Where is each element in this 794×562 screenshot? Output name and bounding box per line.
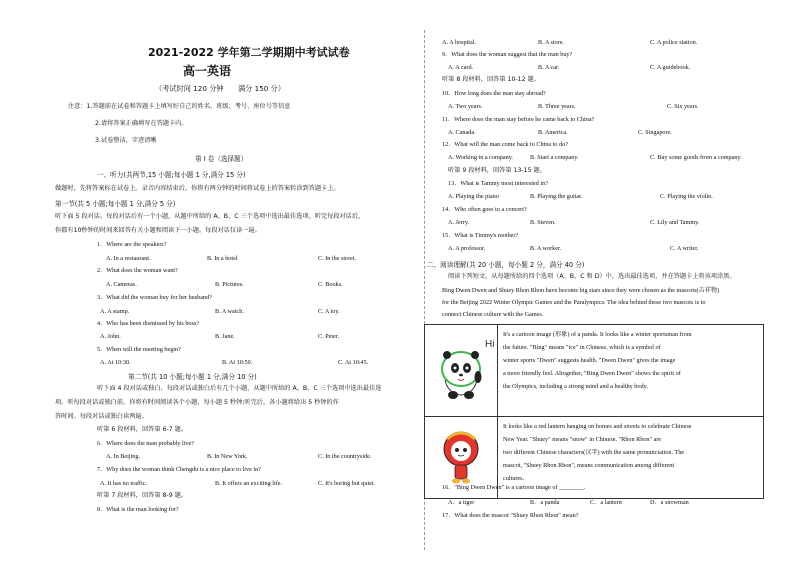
q7-option-b[interactable]: B. It offers an exciting life.: [215, 480, 283, 487]
q5-option-a[interactable]: A. At 10:30.: [100, 359, 131, 366]
section-1-intro-1: 听下面 5 段对话。每段对话后有一个小题，从题中所给的 A、B、C 三个选项中选出最佳选项。听完每段对话后，: [55, 213, 365, 220]
q4-option-a[interactable]: A. John.: [100, 333, 121, 340]
listening-heading: 一、听力(共两节,15 小题;每小题 1 分,满分 15 分): [97, 171, 246, 179]
q8-option-a[interactable]: A. A hospital.: [442, 39, 477, 46]
q4-option-c[interactable]: C. Peter.: [318, 333, 340, 340]
reading-intro: 阅读下列短文，从每题所给的四个选项（A、B、C 和 D）中，选出最佳选项，并在答题卡上将该项涂黑。: [448, 273, 736, 280]
box2-line-5: cultures.: [503, 475, 525, 482]
q9-option-c[interactable]: C. A guidebook.: [650, 64, 691, 71]
section-2-intro-2: 项。听每段对话或独白前，你将有时间阅读各个小题，每小题 5 秒钟;听完后，各小题将给出 5 秒钟的作: [55, 399, 339, 406]
reading-heading: 二、阅读理解(共 20 小题，每小题 2 分，满分 40 分): [427, 261, 585, 269]
question-6: 6．Where does the man probably live?: [97, 440, 195, 447]
q11-option-c[interactable]: C. Singapore.: [638, 129, 672, 136]
q6-option-b[interactable]: B. In New York.: [207, 453, 248, 460]
subject-title: 高一英语: [183, 64, 232, 78]
material-9-note: 听第 9 段材料，回答第 13-15 题。: [448, 167, 546, 174]
question-15: 15．What is Timmy's mother?: [442, 232, 519, 239]
note-1: 注意：1.答题前在试卷和答题卡上填写好自己的姓名、班级、考号、座位号等信息: [68, 103, 291, 110]
question-14: 14．Who often goes to a concert?: [442, 206, 527, 213]
question-10: 10．How long does the man stay abroad?: [442, 90, 546, 97]
q12-option-c[interactable]: C. Buy some goods from a company.: [650, 154, 742, 161]
q7-option-a[interactable]: A. It has no traffic.: [100, 480, 147, 487]
box1-line-4: a more friendly feel. Altogether, "Bing Dwen Dwen" shows the spirit of: [503, 370, 681, 377]
q14-option-c[interactable]: C. Lily and Tammy.: [650, 219, 700, 226]
shuey-rhon-rhon-image: [425, 417, 497, 493]
section-1-title: 第一节(共 5 小题;每小题 1 分,满分 5 分): [55, 200, 176, 208]
q1-option-c[interactable]: C. In the street.: [318, 255, 356, 262]
question-16: 16．"Bing Dwen Dwen" is a cartoon image of ________.: [442, 484, 586, 491]
question-3: 3．What did the woman buy for her husband?: [97, 294, 212, 301]
panda-image-cell: [425, 325, 498, 417]
box2-line-4: mascot, "Shuey Rhon Rhon", means communication among different: [503, 462, 675, 469]
question-7: 7．Why does the woman think Chengdu is a nice place to live in?: [97, 466, 261, 473]
question-4: 4．Who has been dismissed by his boss?: [97, 320, 200, 327]
hi-label: Hi: [485, 339, 495, 350]
q5-option-b[interactable]: B. At 10:50.: [222, 359, 253, 366]
material-8-note: 听第 8 段材料，回答第 10-12 题。: [442, 76, 540, 83]
q15-option-b[interactable]: B. A worker.: [530, 245, 562, 252]
section-2-intro-3: 答时间。每段对话或独白读两遍。: [55, 413, 148, 420]
question-12: 12．What will the man come back to China to do?: [442, 141, 568, 148]
q11-option-a[interactable]: A. Canada.: [448, 129, 476, 136]
q3-option-c[interactable]: C. A toy.: [318, 308, 340, 315]
question-8: 8．What is the man looking for?: [97, 506, 179, 513]
q16-option-a[interactable]: A．a tiger: [448, 499, 475, 506]
section-1-intro-2: 你都有10秒钟的时间来回答有关小题和阅读下一小题。每段对话仅读一遍。: [55, 227, 261, 234]
q12-option-b[interactable]: B. Start a company.: [530, 154, 579, 161]
q10-option-a[interactable]: A. Two years.: [448, 103, 483, 110]
q2-option-c[interactable]: C. Books.: [318, 281, 343, 288]
q1-option-b[interactable]: B. In a hotel: [207, 255, 238, 262]
q13-option-a[interactable]: A. Playing the piano: [448, 193, 499, 200]
passage-line-2: for the Beijing 2022 Winter Olympic Games and the Paralympics. The idea behind these two mascots is to: [442, 299, 706, 306]
q15-option-a[interactable]: A. A professor.: [448, 245, 486, 252]
box1-line-2: the future. "Bing" means "ice" in Chinese, which is a symbol of: [503, 344, 661, 351]
box2-line-2: New Year. "Shuey" means "snow" in Chinese. "Rhon Rhon" are: [503, 436, 662, 443]
q9-option-b[interactable]: B. A car.: [538, 64, 560, 71]
passage-line-1: Bing Dwen Dwen and Shuey Rhon Rhon have become big stars since they were chosen as the mascots(吉祥物): [442, 287, 720, 294]
q10-option-c[interactable]: C. Six years.: [667, 103, 699, 110]
bing-dwen-dwen-description: [498, 325, 764, 417]
q8-option-c[interactable]: C. A police station.: [650, 39, 698, 46]
section-2-title: 第二节(共 10 小题;每小题 1 分,满分 10 分): [128, 373, 257, 381]
q4-option-b[interactable]: B. Jane.: [215, 333, 235, 340]
q1-option-a[interactable]: A. In a restaurant.: [106, 255, 151, 262]
q2-option-b[interactable]: B. Pictures.: [215, 281, 244, 288]
bing-dwen-dwen-image: [425, 325, 497, 411]
box2-line-1: It looks like a red lantern hanging on homes and streets to celebrate Chinese: [503, 423, 692, 430]
q15-option-c[interactable]: C. A writer.: [670, 245, 699, 252]
box2-line-3: two different Chinese characters(汉字) with the same pronunciation. The: [503, 449, 685, 456]
exam-info: （考试时间 120 分钟 满分 150 分）: [155, 84, 286, 93]
question-2: 2．What does the woman want?: [97, 267, 178, 274]
q9-option-a[interactable]: A. A card.: [448, 64, 474, 71]
q16-option-c[interactable]: C．a lantern: [590, 499, 622, 506]
question-17: 17．What does the mascot "Shuey Rhon Rhon" mean?: [442, 512, 579, 519]
material-7-note: 听第 7 段材料，回答第 8-9 题。: [97, 492, 187, 499]
exam-title: 2021-2022 学年第二学期期中考试试卷: [148, 46, 350, 59]
box1-line-5: the Olympics, including a strong mind and a healthy body.: [503, 383, 648, 390]
q5-option-c[interactable]: C. At 10:45.: [338, 359, 369, 366]
q6-option-c[interactable]: C. In the countryside.: [318, 453, 372, 460]
listening-intro: 做题时，先将答案标在试卷上。录音内容结束后，你将有两分钟的时间将试卷上的答案转涂到答题卡上。: [55, 185, 340, 192]
q14-option-a[interactable]: A. Jerry.: [448, 219, 470, 226]
mascot-table: [424, 324, 764, 499]
q11-option-b[interactable]: B. America.: [538, 129, 568, 136]
q3-option-b[interactable]: B. A watch.: [215, 308, 244, 315]
question-5: 5．When will the meeting begin?: [97, 346, 181, 353]
question-13: 13．What is Tammy most interested in?: [448, 180, 548, 187]
q13-option-b[interactable]: B. Playing the guitar.: [530, 193, 583, 200]
q12-option-a[interactable]: A. Working in a company.: [448, 154, 513, 161]
q16-option-b[interactable]: B．a panda: [530, 499, 560, 506]
question-1: 1．Where are the speakers?: [97, 241, 167, 248]
material-6-note: 听第 6 段材料，回答第 6-7 题。: [97, 426, 187, 433]
box1-line-1: It's a cartoon image (形象) of a panda. It looks like a winter sportsman from: [503, 331, 692, 338]
q16-option-d[interactable]: D．a snowman: [650, 499, 689, 506]
question-9: 9．What does the woman suggest that the man buy?: [442, 51, 573, 58]
passage-line-3: connect Chinese culture with the Games.: [442, 311, 544, 318]
note-3: 3.试卷整洁，字迹清晰: [95, 137, 157, 144]
q3-option-a[interactable]: A. A stamp.: [100, 308, 130, 315]
q10-option-b[interactable]: B. Three years.: [538, 103, 576, 110]
q7-option-c[interactable]: C. It's boring but quiet.: [318, 480, 376, 487]
q13-option-c[interactable]: C. Playing the violin.: [660, 193, 713, 200]
question-11: 11．Where does the man stay before he came back to China?: [442, 116, 595, 123]
q2-option-a[interactable]: A. Cameras.: [106, 281, 137, 288]
q6-option-a[interactable]: A. In Beijing.: [106, 453, 141, 460]
note-2: 2.请将答案正确填写在答题卡内。: [95, 120, 188, 127]
section-2-intro-1: 听下面 4 段对话或独白。每段对话或独白后有几个小题，从题中所给的 A、B、C 三个选项中选出最佳选: [97, 385, 382, 392]
box1-line-3: winter sports "Dwen" suggests health. "Dwen Dwen" gives the image: [503, 357, 676, 364]
paper-1-heading: 第 I 卷（选择题）: [195, 155, 248, 163]
q14-option-b[interactable]: B. Steven.: [530, 219, 556, 226]
q8-option-b[interactable]: B. A store.: [538, 39, 565, 46]
